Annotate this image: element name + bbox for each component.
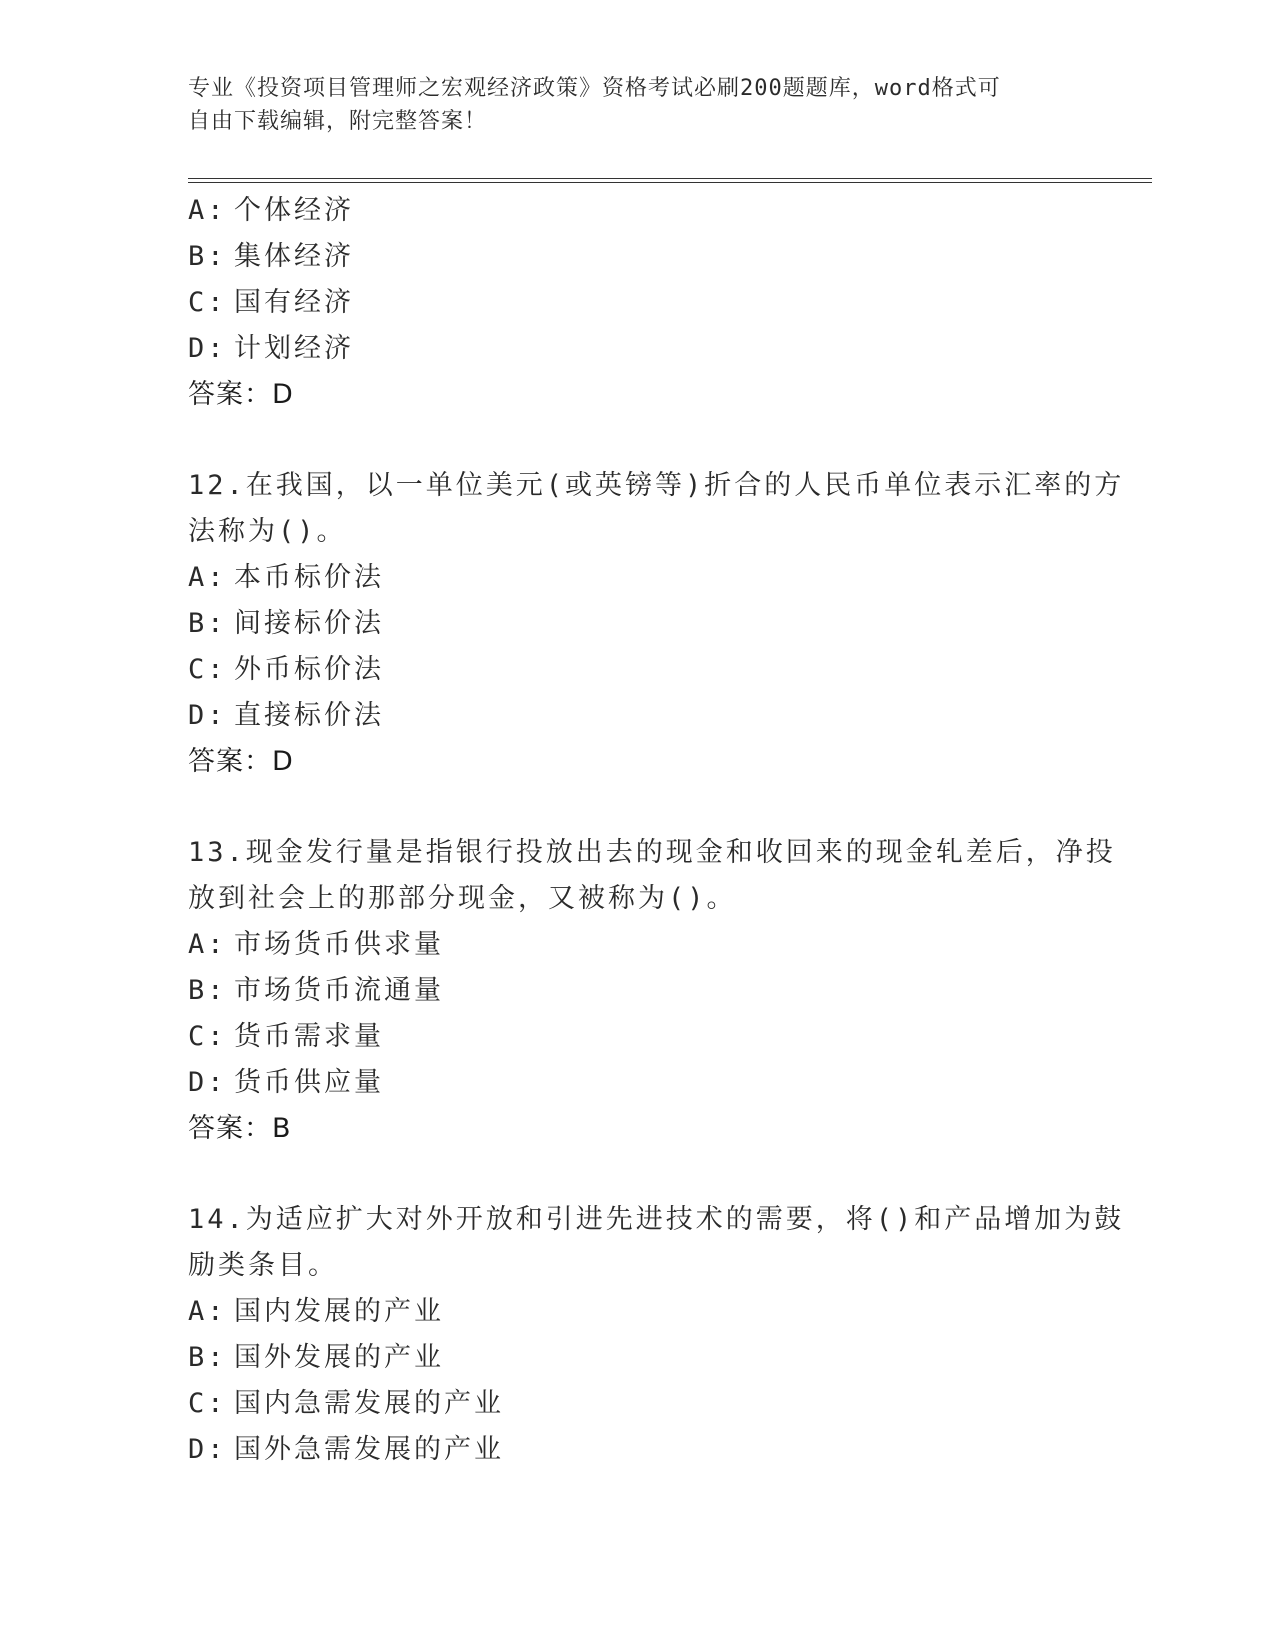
question-text-line-2: 放到社会上的那部分现金，又被称为()。 <box>188 883 737 914</box>
option-b <box>188 968 1088 1014</box>
option-b <box>188 234 1088 280</box>
option-d <box>188 1427 1088 1473</box>
option-c <box>188 1014 1088 1060</box>
option-label: A: <box>188 562 227 593</box>
answer-line: 答案：D <box>188 746 294 777</box>
question-12 <box>188 463 1125 785</box>
option-a <box>188 555 1088 601</box>
option-d <box>188 1060 1088 1106</box>
question-list <box>188 188 1125 1473</box>
question-text-line-2: 法称为()。 <box>188 516 347 547</box>
option-text: 直接标价法 <box>234 700 384 731</box>
question-text-line-2: 励类条目。 <box>188 1250 338 1281</box>
option-text: 国外急需发展的产业 <box>234 1434 504 1465</box>
option-label: C: <box>188 1388 227 1419</box>
option-text: 个体经济 <box>234 195 354 226</box>
option-label: A: <box>188 195 227 226</box>
option-text: 计划经济 <box>234 333 354 364</box>
option-text: 市场货币供求量 <box>234 929 444 960</box>
option-text: 间接标价法 <box>234 608 384 639</box>
option-c <box>188 280 1088 326</box>
option-text: 国有经济 <box>234 287 354 318</box>
option-text: 国内发展的产业 <box>234 1296 444 1327</box>
header-title-line-1: 专业《投资项目管理师之宏观经济政策》资格考试必刷200题题库，word格式可 <box>188 76 1001 101</box>
question-text-line-1: 13.现金发行量是指银行投放出去的现金和收回来的现金轧差后，净投 <box>188 837 1116 868</box>
option-text: 货币需求量 <box>234 1021 384 1052</box>
option-a <box>188 1289 1088 1335</box>
option-label: C: <box>188 654 227 685</box>
option-c <box>188 1381 1088 1427</box>
option-label: D: <box>188 1067 227 1098</box>
question-text-line-1: 14.为适应扩大对外开放和引进先进技术的需要，将()和产品增加为鼓 <box>188 1204 1125 1235</box>
question-14 <box>188 1197 1125 1473</box>
option-label: D: <box>188 700 227 731</box>
option-label: B: <box>188 241 227 272</box>
option-label: B: <box>188 608 227 639</box>
option-label: D: <box>188 1434 227 1465</box>
option-text: 集体经济 <box>234 241 354 272</box>
option-text: 国外发展的产业 <box>234 1342 444 1373</box>
header-title-line-2: 自由下载编辑，附完整答案！ <box>188 109 488 134</box>
option-text: 本币标价法 <box>234 562 384 593</box>
option-label: A: <box>188 929 227 960</box>
question-text-line-1: 12.在我国，以一单位美元(或英镑等)折合的人民币单位表示汇率的方 <box>188 470 1125 501</box>
option-label: A: <box>188 1296 227 1327</box>
option-label: B: <box>188 975 227 1006</box>
option-label: D: <box>188 333 227 364</box>
option-a <box>188 188 1088 234</box>
option-text: 市场货币流通量 <box>234 975 444 1006</box>
option-d <box>188 693 1088 739</box>
answer-line: 答案：B <box>188 1113 292 1144</box>
option-label: C: <box>188 1021 227 1052</box>
question-13 <box>188 830 1116 1152</box>
option-label: C: <box>188 287 227 318</box>
question-11 <box>188 188 1088 418</box>
document-header <box>188 72 1068 138</box>
option-c <box>188 647 1088 693</box>
answer-line: 答案：D <box>188 379 294 410</box>
option-label: B: <box>188 1342 227 1373</box>
option-a <box>188 922 1088 968</box>
option-b <box>188 601 1088 647</box>
option-text: 货币供应量 <box>234 1067 384 1098</box>
header-divider <box>188 178 1152 183</box>
option-text: 外币标价法 <box>234 654 384 685</box>
option-b <box>188 1335 1088 1381</box>
option-text: 国内急需发展的产业 <box>234 1388 504 1419</box>
option-d <box>188 326 1088 372</box>
